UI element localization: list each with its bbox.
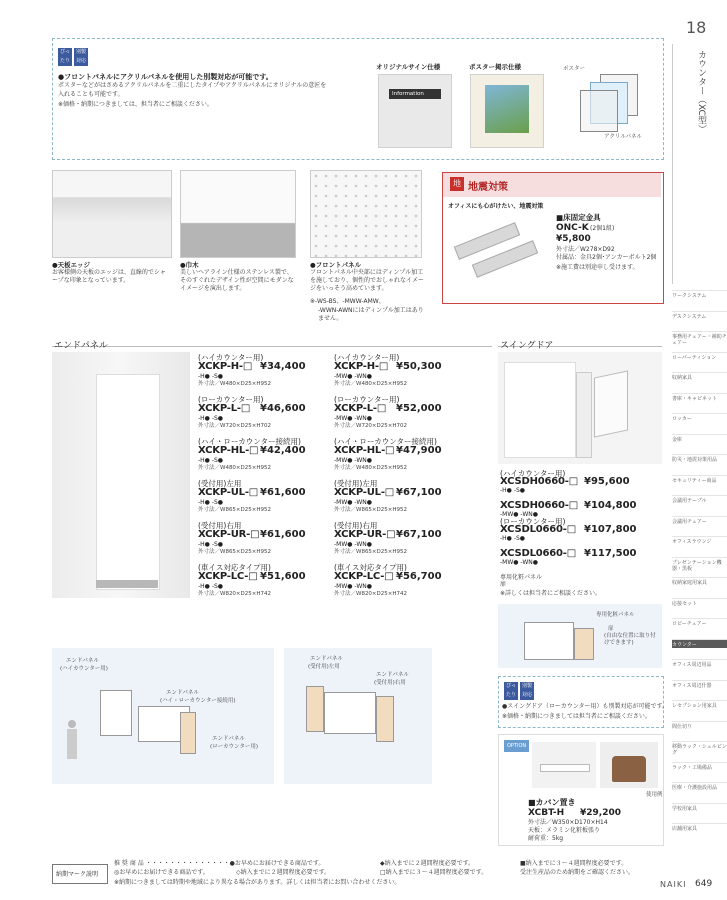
product-options: -MW● -WN● bbox=[334, 457, 372, 464]
diagram-label-acrylic: アクリルパネル bbox=[604, 134, 642, 140]
option-product: ■カバン置き bbox=[528, 798, 576, 807]
product-price: ¥51,600 bbox=[260, 571, 306, 582]
door-options: -MW● -WN● bbox=[500, 559, 538, 566]
product-model: XCKP-UR-□ bbox=[334, 529, 396, 540]
product-dimensions: 外寸法／W865×D25×H952 bbox=[198, 549, 272, 555]
sidebar-item[interactable]: 書庫・キャビネット bbox=[672, 393, 727, 402]
sidebar-item[interactable]: 店舗用家具 bbox=[672, 823, 727, 832]
sidebar-item[interactable]: ロビーチェアー bbox=[672, 618, 727, 627]
bespoke-box bbox=[52, 38, 664, 160]
product-price: ¥46,600 bbox=[260, 403, 306, 414]
quake-model-note: (2個1組) bbox=[590, 225, 615, 232]
product-model: XCKP-L-□ bbox=[198, 403, 251, 414]
sidebar-item[interactable]: 収納家具 bbox=[672, 372, 727, 381]
product-model: XCKP-HL-□ bbox=[198, 445, 259, 456]
diag2-label-b2: (受付用)右用 bbox=[374, 680, 406, 686]
sidebar-item[interactable]: 移動ラック・シェルビング bbox=[672, 741, 727, 756]
feature-photo-baseboard bbox=[180, 170, 296, 258]
sidebar-item[interactable]: レセプション用家具 bbox=[672, 700, 727, 709]
product-model: XCKP-H-□ bbox=[334, 361, 389, 372]
product-options: -H● -S● bbox=[198, 499, 224, 506]
diag1-end-panel bbox=[180, 712, 196, 754]
diag1-label-a: エンドパネル bbox=[66, 658, 99, 664]
quake-dim: 外寸法／W278×D92 bbox=[556, 246, 615, 253]
page-number-top: 18 bbox=[686, 18, 707, 37]
product-model: XCKP-LC-□ bbox=[334, 571, 394, 582]
diag-label-door-2: (自由な位置に取り付けできます) bbox=[604, 633, 656, 647]
product-label: (ハイカウンター用) bbox=[198, 353, 264, 362]
footer-row-1a: 推 奨 商 品 ・・・・・・・・・・・・・・●お早めにお届けできる商品です。 bbox=[114, 860, 325, 867]
quake-subtitle: オフィスにも心がけたい、地震対策 bbox=[448, 203, 544, 210]
diag1-label-a2: (ハイカウンター用) bbox=[60, 666, 108, 672]
product-label: (受付用)右用 bbox=[198, 521, 242, 530]
option-dim: 外寸法／W350×D170×H14 bbox=[528, 819, 608, 826]
diag2-label-a: エンドパネル bbox=[310, 656, 343, 662]
shelf-top bbox=[540, 764, 590, 772]
door-price: ¥117,500 bbox=[584, 548, 637, 559]
quake-accessories: 付属品：金具2個･アンカーボルト2個 bbox=[556, 254, 657, 261]
quake-icon: 地 bbox=[450, 177, 464, 191]
diag2-counter bbox=[324, 692, 376, 734]
swing-bespoke-badge-1: ぴったり bbox=[505, 683, 516, 698]
diag-swing-door bbox=[574, 628, 594, 660]
door-model: XCSDH0660-□ bbox=[500, 476, 578, 487]
product-price: ¥61,600 bbox=[260, 487, 306, 498]
end-panel-base bbox=[96, 580, 158, 588]
door-label: (ローカウンター用) bbox=[500, 517, 566, 526]
sidebar-item[interactable]: 医療・介護施設用品 bbox=[672, 782, 727, 791]
swing-bespoke-line-1: ●スイングドア（ローカウンター用）も別製対応が可能です。 bbox=[502, 703, 668, 710]
sidebar-item[interactable]: 間仕切り bbox=[672, 721, 727, 730]
feature-photo-front-panel bbox=[310, 170, 422, 258]
product-price: ¥50,300 bbox=[396, 361, 442, 372]
door-label: (ハイカウンター用) bbox=[500, 469, 566, 478]
product-dimensions: 外寸法／W480×D25×H952 bbox=[198, 381, 272, 387]
product-dimensions: 外寸法／W720×D25×H702 bbox=[198, 423, 272, 429]
footer-row-2a: ◎お早めにお届けできる商品です。 bbox=[114, 869, 209, 876]
product-label: (ローカウンター用) bbox=[198, 395, 264, 404]
product-options: -H● -S● bbox=[198, 415, 224, 422]
diag1-counter-high bbox=[100, 690, 132, 736]
feature-title-front-panel: ●フロントパネル bbox=[310, 261, 362, 269]
sidebar-item[interactable]: ラック・工場備品 bbox=[672, 762, 727, 771]
diagram-frame-front bbox=[580, 90, 618, 132]
product-dimensions: 外寸法／W820×D25×H742 bbox=[334, 591, 408, 597]
sidebar-item[interactable]: オフィスラウンジ bbox=[672, 536, 727, 545]
poster-image bbox=[485, 85, 529, 133]
footer-row-3: ※納期につきましては時期や地域により異なる場合があります。詳しくは担当者にお問い合わせください。 bbox=[114, 879, 401, 886]
option-material: 天板：メラミン化粧板張り bbox=[528, 827, 601, 834]
quake-price: ¥5,800 bbox=[556, 234, 591, 244]
product-dimensions: 外寸法／W480×D25×H952 bbox=[198, 465, 272, 471]
sidebar-item[interactable]: オフィス周辺用品 bbox=[672, 659, 727, 668]
product-options: -MW● -WN● bbox=[334, 373, 372, 380]
feature-title-edge: ●天板エッジ bbox=[52, 261, 91, 269]
bespoke-badge-2: 別製対応 bbox=[75, 49, 86, 64]
product-model: XCKP-H-□ bbox=[198, 361, 253, 372]
product-label: (ハイ・ローカウンター接続用) bbox=[198, 437, 301, 446]
diag2-label-b: エンドパネル bbox=[376, 672, 409, 678]
sidebar-item[interactable]: ローパーティション bbox=[672, 352, 727, 361]
sidebar-item[interactable]: 応接セット bbox=[672, 598, 727, 607]
feature-note-2: -WWN-AWNにはディンプル加工はありません。 bbox=[318, 307, 424, 323]
product-options: -MW● -WN● bbox=[334, 541, 372, 548]
swing-door-heading: スイングドア bbox=[500, 341, 554, 351]
end-panel-face bbox=[96, 374, 160, 590]
footer-label: 納期マーク説明 bbox=[56, 871, 99, 878]
floor-bracket-image bbox=[450, 216, 542, 282]
product-dimensions: 外寸法／W480×D25×H952 bbox=[334, 381, 408, 387]
product-options: -H● -S● bbox=[198, 457, 224, 464]
product-label: (ハイカウンター用) bbox=[334, 353, 400, 362]
swing-note-2: 扉 bbox=[500, 581, 507, 588]
quake-model: ONC-K bbox=[556, 223, 589, 233]
sidebar-item[interactable]: 金庫 bbox=[672, 434, 727, 443]
option-usage: 使用例 bbox=[646, 792, 663, 798]
feature-text-edge: お客様側の天板のエッジは、直線的でシャープな印象となっています。 bbox=[52, 269, 166, 285]
product-model: XCKP-LC-□ bbox=[198, 571, 258, 582]
product-model: XCKP-UL-□ bbox=[198, 487, 259, 498]
diag2-end-right bbox=[376, 696, 394, 742]
product-label: (受付用)左用 bbox=[334, 479, 378, 488]
feature-text-front-panel: フロントパネル中央部にはディンプル加工を施しており、個性的でおしゃれなイメージをいっそう高めています。 bbox=[310, 269, 424, 293]
person-head bbox=[68, 720, 76, 728]
diag1-label-b: エンドパネル bbox=[166, 690, 199, 696]
door-options: -H● -S● bbox=[500, 535, 526, 542]
swing-bespoke-line-2: ※価格・納期につきましては担当者にご相談ください。 bbox=[502, 713, 651, 720]
product-label: (ローカウンター用) bbox=[334, 395, 400, 404]
product-options: -MW● -WN● bbox=[334, 499, 372, 506]
footer-row-2b: ◇納入までに２週間程度必要です。 bbox=[236, 869, 331, 876]
poster-counter-image bbox=[470, 74, 544, 148]
option-load: 耐荷重：5kg bbox=[528, 835, 564, 842]
product-dimensions: 外寸法／W865×D25×H952 bbox=[334, 549, 408, 555]
option-tag: OPTION bbox=[504, 740, 529, 752]
door-price: ¥95,600 bbox=[584, 476, 630, 487]
sidebar-item[interactable]: オフィス周辺什器 bbox=[672, 680, 727, 689]
sidebar-item[interactable]: ワークシステム bbox=[672, 290, 727, 299]
sidebar-item[interactable]: プレゼンテーション機器・黒板 bbox=[672, 557, 727, 572]
sidebar-item[interactable]: デスクシステム bbox=[672, 311, 727, 320]
product-dimensions: 外寸法／W720×D25×H702 bbox=[334, 423, 408, 429]
end-panel-rule bbox=[52, 346, 492, 347]
sign-plate: Information bbox=[389, 89, 441, 99]
sidebar-item[interactable]: カウンター bbox=[672, 639, 727, 648]
acrylic-diagram bbox=[580, 74, 640, 130]
sidebar-item[interactable]: 学校用家具 bbox=[672, 803, 727, 812]
sidebar-item[interactable]: セキュリティー商品 bbox=[672, 475, 727, 484]
diag-label-panel: 専用化粧パネル bbox=[596, 612, 635, 618]
product-options: -H● -S● bbox=[198, 583, 224, 590]
side-divider bbox=[672, 44, 673, 284]
diag2-end-left bbox=[306, 686, 324, 732]
product-model: XCKP-UR-□ bbox=[198, 529, 260, 540]
product-label: (受付用)右用 bbox=[334, 521, 378, 530]
product-label: (ハイ・ローカウンター接続用) bbox=[334, 437, 437, 446]
sidebar-item[interactable]: 会議用テーブル bbox=[672, 495, 727, 504]
product-options: -MW● -WN● bbox=[334, 415, 372, 422]
feature-note-1: ※-WS-BS、-MWW-AMW、 bbox=[310, 298, 385, 305]
product-price: ¥67,100 bbox=[396, 487, 442, 498]
quake-product: ■床固定金具 bbox=[556, 213, 601, 222]
swing-note-3: ※詳しくは担当者にご相談ください。 bbox=[500, 590, 602, 597]
product-dimensions: 外寸法／W480×D25×H952 bbox=[334, 465, 408, 471]
end-panel-image bbox=[52, 352, 190, 598]
product-price: ¥34,400 bbox=[260, 361, 306, 372]
diag-swing-counter bbox=[524, 622, 574, 660]
swing-bespoke-badge-2: 別製対応 bbox=[521, 683, 532, 698]
diag1-label-b2: (ハイ・ローカウンター接続用) bbox=[160, 698, 236, 704]
product-dimensions: 外寸法／W865×D25×H952 bbox=[334, 507, 408, 513]
product-price: ¥42,400 bbox=[260, 445, 306, 456]
feature-title-baseboard: ●巾木 bbox=[180, 261, 199, 269]
label-sign-spec: オリジナルサイン仕様 bbox=[376, 63, 441, 71]
diag1-label-c: エンドパネル bbox=[212, 736, 245, 742]
sidebar-item[interactable]: 収納家庭用家具 bbox=[672, 577, 727, 586]
diag-label-door: 扉 bbox=[608, 626, 614, 632]
option-price: ¥29,200 bbox=[580, 808, 621, 818]
product-dimensions: 外寸法／W820×D25×H742 bbox=[198, 591, 272, 597]
sign-counter-image bbox=[378, 74, 452, 148]
product-price: ¥61,600 bbox=[260, 529, 306, 540]
feature-text-baseboard: 美しいヘアライン仕様のステンレス製で、そのすぐれたデザイン性が空間にモダンなイメージを演出します。 bbox=[180, 269, 294, 293]
option-usage-image bbox=[600, 742, 658, 788]
swing-door-panel bbox=[576, 372, 592, 458]
product-label: (車イス対応タイプ用) bbox=[334, 563, 407, 572]
product-price: ¥56,700 bbox=[396, 571, 442, 582]
door-model: XCSDH0660-□ bbox=[500, 500, 578, 511]
bespoke-headline: ●フロントパネルにアクリルパネルを使用した別製対応が可能です。 bbox=[58, 73, 273, 81]
door-options: -H● -S● bbox=[500, 487, 526, 494]
option-shelf-image bbox=[532, 742, 596, 788]
feature-photo-edge bbox=[52, 170, 172, 258]
footer-row-2d: 受注生産品のため納期をご確認ください。 bbox=[520, 869, 635, 876]
bespoke-line-3: ※価格・納期につきましては、担当者にご相談ください。 bbox=[58, 101, 213, 108]
quake-title: 地震対策 bbox=[468, 182, 508, 193]
product-options: -H● -S● bbox=[198, 541, 224, 548]
diag1-person bbox=[66, 720, 78, 760]
sidebar-item[interactable]: 会議用チェアー bbox=[672, 516, 727, 525]
footer-row-1c: ■納入までに３～４週間程度必要です。 bbox=[520, 860, 628, 867]
diagram-label-poster: ポスター bbox=[563, 66, 586, 72]
option-model: XCBT-H bbox=[528, 808, 565, 818]
bag bbox=[612, 756, 646, 782]
product-options: -H● -S● bbox=[198, 373, 224, 380]
quake-note: ※施工費は別途申し受けます。 bbox=[556, 264, 639, 271]
product-options: -MW● -WN● bbox=[334, 583, 372, 590]
product-label: (車イス対応タイプ用) bbox=[198, 563, 271, 572]
door-model: XCSDL0660-□ bbox=[500, 524, 576, 535]
person-body bbox=[67, 729, 77, 759]
bespoke-line-1: ポスターなどがはさめるアクリルパネルを二重にしたタイプやアクリルパネルにオリジナルの意匠を bbox=[58, 82, 327, 89]
product-price: ¥52,000 bbox=[396, 403, 442, 414]
bespoke-line-2: 入れることも可能です。 bbox=[58, 91, 124, 98]
door-options: -MW● -WN● bbox=[500, 511, 538, 518]
bespoke-badge-1: ぴったり bbox=[59, 49, 70, 64]
brand: NAIKI bbox=[660, 880, 687, 889]
footer-row-1b: ◆納入までに２週間程度必要です。 bbox=[380, 860, 475, 867]
diag1-label-c2: (ローカウンター用) bbox=[210, 744, 258, 750]
product-price: ¥67,100 bbox=[396, 529, 442, 540]
page-number-bottom: 649 bbox=[695, 879, 713, 889]
product-price: ¥47,900 bbox=[396, 445, 442, 456]
sidebar-item[interactable]: ロッカー bbox=[672, 413, 727, 422]
product-model: XCKP-HL-□ bbox=[334, 445, 395, 456]
sidebar-item[interactable]: 防災・地震対策用品 bbox=[672, 454, 727, 463]
door-price: ¥107,800 bbox=[584, 524, 637, 535]
footer-row-2c: □納入までに３～４週間程度必要です。 bbox=[380, 869, 488, 876]
product-label: (受付用)左用 bbox=[198, 479, 242, 488]
door-model: XCSDL0660-□ bbox=[500, 548, 576, 559]
product-model: XCKP-L-□ bbox=[334, 403, 387, 414]
door-price: ¥104,800 bbox=[584, 500, 637, 511]
end-panel-heading: エンドパネル bbox=[54, 341, 108, 351]
side-title: カウンター（XC型） bbox=[696, 50, 706, 134]
product-model: XCKP-UL-□ bbox=[334, 487, 395, 498]
product-dimensions: 外寸法／W865×D25×H952 bbox=[198, 507, 272, 513]
swing-door-leaf bbox=[594, 370, 628, 437]
sidebar-item[interactable]: 事務用チェアー・補助チェアー bbox=[672, 331, 727, 346]
swing-note-1: 専用化粧パネル bbox=[500, 574, 543, 581]
swing-door-image bbox=[498, 352, 662, 464]
label-poster-spec: ポスター掲示仕様 bbox=[469, 63, 521, 71]
swing-door-counter bbox=[504, 362, 576, 458]
diag2-label-a2: (受付用)左用 bbox=[308, 664, 340, 670]
